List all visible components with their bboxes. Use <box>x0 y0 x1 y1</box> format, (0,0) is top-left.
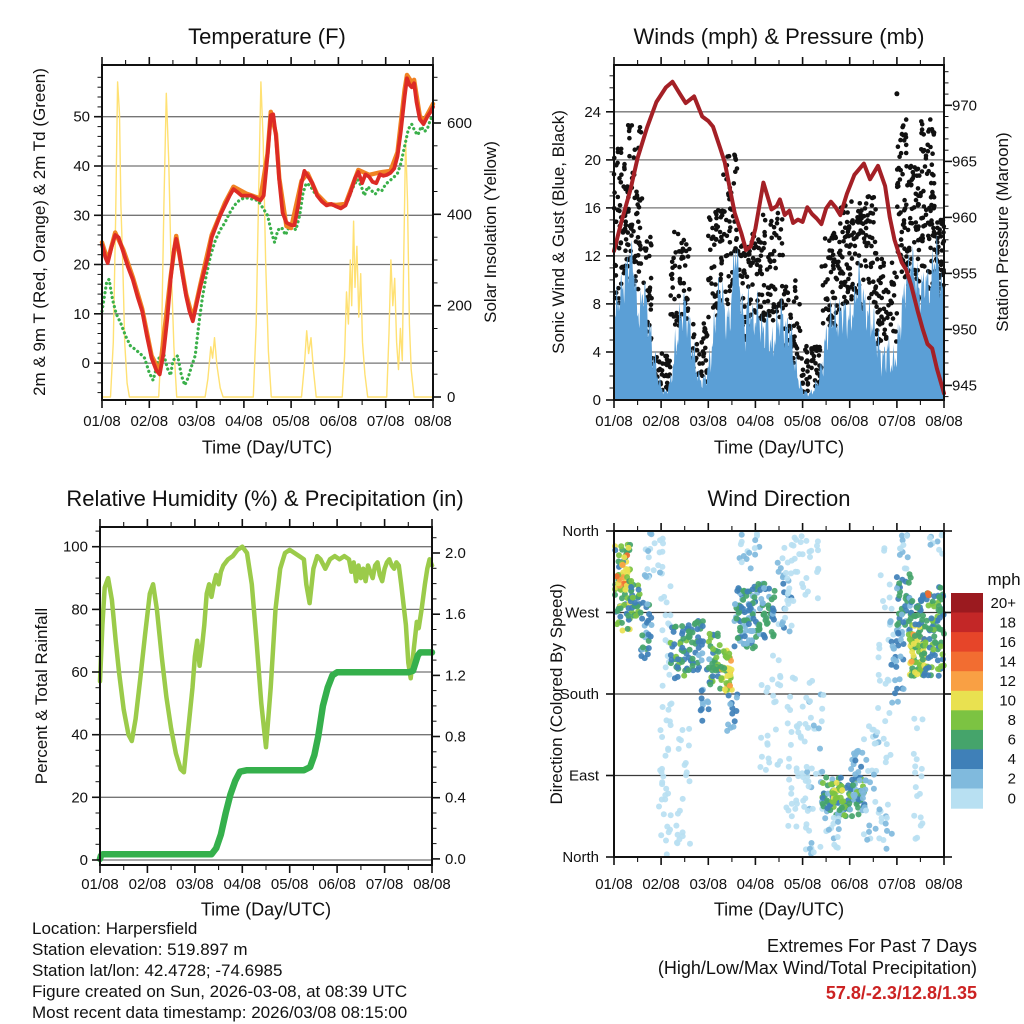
svg-text:970: 970 <box>952 97 978 115</box>
svg-text:945: 945 <box>952 377 978 395</box>
svg-text:06/08: 06/08 <box>830 413 869 430</box>
svg-text:40: 40 <box>73 158 90 175</box>
svg-text:06/08: 06/08 <box>318 876 356 893</box>
svg-text:12: 12 <box>584 247 601 265</box>
svg-text:04/08: 04/08 <box>223 876 262 893</box>
temperature-yaxis-left-label: 2m & 9m T (Red, Orange) & 2m Td (Green) <box>30 68 49 396</box>
svg-text:8: 8 <box>1007 712 1016 730</box>
svg-text:0.8: 0.8 <box>445 728 466 746</box>
svg-text:04/08: 04/08 <box>736 876 775 893</box>
winds-plot <box>584 57 977 430</box>
svg-text:03/08: 03/08 <box>177 413 216 430</box>
svg-text:North: North <box>562 849 599 866</box>
svg-text:08/08: 08/08 <box>925 413 963 430</box>
winds-yaxis-right-label: Station Pressure (Maroon) <box>993 132 1012 332</box>
svg-text:960: 960 <box>952 209 978 227</box>
svg-text:14: 14 <box>999 653 1016 671</box>
svg-text:18: 18 <box>999 614 1016 632</box>
svg-text:955: 955 <box>952 265 978 283</box>
svg-text:07/08: 07/08 <box>878 876 916 893</box>
footer-location: Location: Harpersfield <box>32 919 198 938</box>
svg-text:16: 16 <box>584 199 601 217</box>
svg-text:05/08: 05/08 <box>783 413 822 430</box>
svg-text:20: 20 <box>71 789 88 807</box>
svg-text:600: 600 <box>447 115 473 132</box>
svg-text:South: South <box>559 686 599 703</box>
extremes-subheading: (High/Low/Max Wind/Total Precipitation) <box>657 958 977 978</box>
svg-text:40: 40 <box>71 726 88 744</box>
svg-text:60: 60 <box>71 664 88 681</box>
svg-text:2: 2 <box>1007 770 1016 788</box>
svg-text:100: 100 <box>62 538 88 556</box>
footer-latlon: Station lat/lon: 42.4728; -74.6985 <box>32 961 283 980</box>
svg-text:02/08: 02/08 <box>130 413 169 430</box>
svg-text:4: 4 <box>592 344 601 361</box>
svg-text:10: 10 <box>999 692 1016 710</box>
svg-text:0: 0 <box>1007 790 1016 808</box>
svg-text:03/08: 03/08 <box>689 413 728 430</box>
humidity-yaxis-left-label: Percent & Total Rainfall <box>32 607 51 785</box>
svg-text:0: 0 <box>592 392 601 409</box>
humidity-plot <box>63 519 466 893</box>
svg-text:16: 16 <box>999 633 1016 651</box>
svg-text:04/08: 04/08 <box>225 413 263 430</box>
svg-text:1.6: 1.6 <box>445 606 466 624</box>
svg-text:04/08: 04/08 <box>736 413 775 430</box>
svg-text:05/08: 05/08 <box>783 876 822 893</box>
svg-text:950: 950 <box>952 321 978 339</box>
svg-text:07/08: 07/08 <box>365 876 404 893</box>
svg-text:07/08: 07/08 <box>878 413 916 430</box>
svg-text:03/08: 03/08 <box>689 876 728 893</box>
svg-text:East: East <box>568 767 599 785</box>
svg-text:200: 200 <box>447 297 473 315</box>
svg-text:02/08: 02/08 <box>642 413 680 430</box>
svg-text:20+: 20+ <box>990 594 1016 612</box>
temperature-yaxis-right-label: Solar Insolation (Yellow) <box>481 141 500 323</box>
svg-text:20: 20 <box>73 256 90 274</box>
svg-text:80: 80 <box>71 601 88 619</box>
svg-text:2.0: 2.0 <box>445 545 466 562</box>
svg-text:05/08: 05/08 <box>270 876 309 893</box>
svg-text:24: 24 <box>584 103 601 121</box>
humidity-xaxis-label: Time (Day/UTC) <box>200 899 332 920</box>
svg-text:06/08: 06/08 <box>319 413 358 430</box>
svg-text:05/08: 05/08 <box>272 413 310 430</box>
svg-text:20: 20 <box>584 151 601 169</box>
winds-yaxis-left-label: Sonic Wind & Gust (Blue, Black) <box>549 110 568 354</box>
svg-text:03/08: 03/08 <box>176 876 214 893</box>
svg-text:0.0: 0.0 <box>445 850 466 868</box>
svg-text:0: 0 <box>81 355 90 373</box>
svg-text:West: West <box>565 604 599 622</box>
footer-created: Figure created on Sun, 2026-03-08, at 08:39 UTC <box>32 982 408 1001</box>
svg-text:01/08: 01/08 <box>83 413 121 430</box>
svg-text:1.2: 1.2 <box>445 667 466 685</box>
wind-direction-title: Wind Direction <box>707 486 851 511</box>
svg-text:02/08: 02/08 <box>128 876 167 893</box>
footer-timestamp: Most recent data timestamp: 2026/03/08 08:15:00 <box>32 1003 408 1022</box>
svg-text:965: 965 <box>952 153 978 171</box>
svg-text:North: North <box>562 523 599 540</box>
svg-text:6: 6 <box>1007 731 1016 749</box>
svg-text:01/08: 01/08 <box>595 413 633 430</box>
winds-title: Winds (mph) & Pressure (mb) <box>633 24 925 49</box>
svg-text:30: 30 <box>73 207 90 225</box>
svg-text:0: 0 <box>79 852 88 869</box>
svg-text:50: 50 <box>73 108 90 126</box>
svg-text:08/08: 08/08 <box>925 876 963 893</box>
temperature-plot <box>73 57 472 430</box>
svg-text:0: 0 <box>447 389 456 406</box>
wind-direction-yaxis-label: Direction (Colored By Speed) <box>547 583 566 805</box>
svg-text:0.4: 0.4 <box>445 789 466 807</box>
svg-text:400: 400 <box>447 206 473 224</box>
svg-text:07/08: 07/08 <box>366 413 405 430</box>
extremes-values: 57.8/-2.3/12.8/1.35 <box>825 983 977 1003</box>
svg-text:4: 4 <box>1007 751 1016 769</box>
svg-text:06/08: 06/08 <box>830 876 869 893</box>
svg-text:08/08: 08/08 <box>414 413 452 430</box>
svg-text:10: 10 <box>73 305 90 323</box>
humidity-title: Relative Humidity (%) & Precipitation (in) <box>66 486 464 511</box>
svg-text:08/08: 08/08 <box>413 876 451 893</box>
svg-text:02/08: 02/08 <box>642 876 680 893</box>
temperature-xaxis-label: Time (Day/UTC) <box>201 437 333 458</box>
wind-direction-xaxis-label: Time (Day/UTC) <box>713 899 845 920</box>
wind-direction-plot <box>560 523 1016 893</box>
colorbar-title: mph <box>987 570 1021 589</box>
speed-colorbar <box>951 593 1016 809</box>
temperature-title: Temperature (F) <box>188 24 346 49</box>
svg-text:01/08: 01/08 <box>81 876 119 893</box>
svg-text:12: 12 <box>999 673 1016 690</box>
svg-text:8: 8 <box>592 295 601 313</box>
winds-xaxis-label: Time (Day/UTC) <box>713 437 845 458</box>
svg-text:01/08: 01/08 <box>595 876 633 893</box>
extremes-heading: Extremes For Past 7 Days <box>766 936 977 956</box>
footer-elevation: Station elevation: 519.897 m <box>32 940 248 959</box>
